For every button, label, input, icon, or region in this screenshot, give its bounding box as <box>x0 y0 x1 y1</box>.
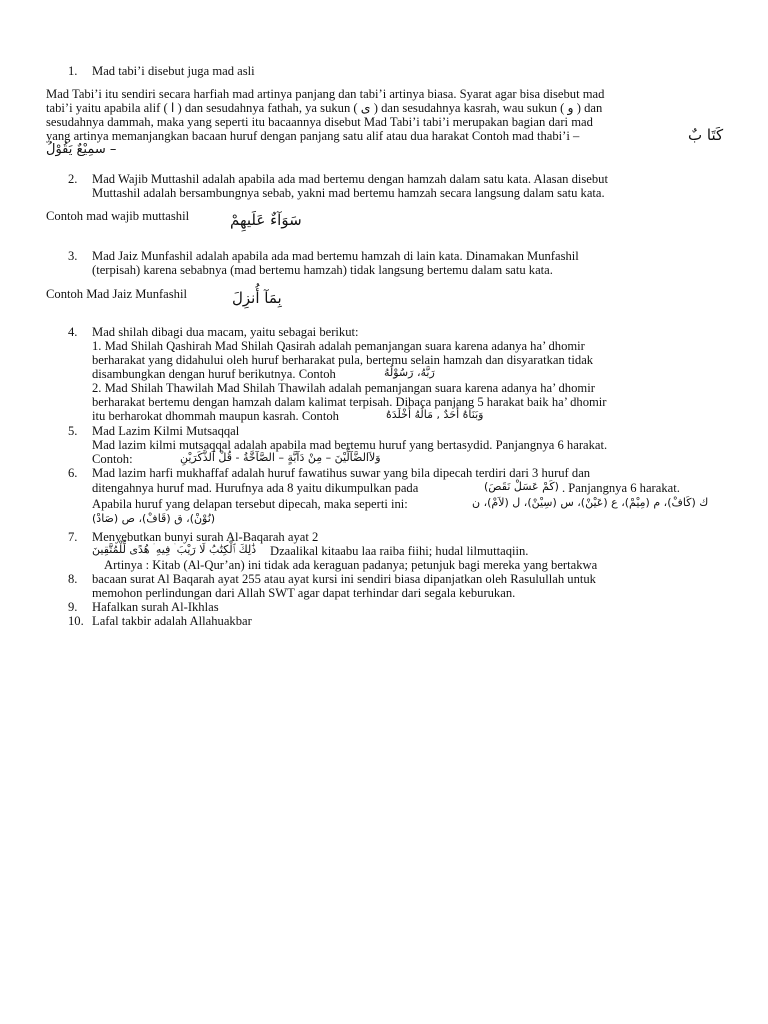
example-label: Contoh Mad Jaiz Munfashil <box>46 287 187 301</box>
item-text: Lafal takbir adalah Allahuakbar <box>92 614 252 628</box>
item-text: Mad lazim kilmi mutsaqqal adalah apabila mad bertemu huruf yang bertasydid. Panjangnya 6 harakat. <box>92 438 608 452</box>
item-text: Muttashil adalah bersambungnya sebab, yakni mad bertemu hamzah secara langsung dalam satu kata. <box>92 186 605 200</box>
item-number: 6. <box>68 466 78 480</box>
item-number: 9. <box>68 600 78 614</box>
item-text: ditengahnya huruf mad. Hurufnya ada 8 yaitu dikumpulkan pada <box>92 481 419 495</box>
paragraph-line: sesudahnya dammah, maka yang seperti itu bacaannya disebut Mad Tabi’i tabi’i merupakan bagian dari mad <box>46 115 593 129</box>
item-number: 4. <box>68 325 78 339</box>
item-text: memohon perlindungan dari Allah SWT agar dapat terhindar dari segala keburukan. <box>92 586 516 600</box>
arabic-example: بِمَآ أُنزِلَ <box>232 289 282 307</box>
arabic-example: وَلاَالضَّآلِّيْنَ – مِنْ دَآبَّةٍ – الصَّآخَّةُ - قُلْ آلذَّكَرَيْنِ <box>180 451 381 464</box>
item-text: Mad Jaiz Munfashil adalah apabila ada mad bertemu hamzah di lain kata. Dinamakan Munfashil <box>92 249 579 263</box>
item-text: 1. Mad Shilah Qashirah Mad Shilah Qasirah adalah pemanjangan suara karena adanya ha’ dhomir <box>92 339 585 353</box>
item-text: 2. Mad Shilah Thawilah Mad Shilah Thawilah adalah pemanjangan suara karena adanya ha’ dhomir <box>92 381 595 395</box>
example-label: Contoh mad wajib muttashil <box>46 209 190 223</box>
item-number: 8. <box>68 572 78 586</box>
arabic-example: (كَمْ عَسَلْ نَقَصَ) <box>484 480 559 493</box>
item-number: 3. <box>68 249 78 263</box>
item-text: berharakat yang didahului oleh huruf berharakat pula, bertemu selain hamzah dan disyaratkan tidak <box>92 353 594 367</box>
item-text: Mad Wajib Muttashil adalah apabila ada mad bertemu dengan hamzah dalam satu kata. Alasan disebut <box>92 172 608 186</box>
item-number: 1. <box>68 64 78 78</box>
item-text: berharakat bertemu dengan hamzah dalam kalimat terpisah. Dibaca panjang 5 harakat baik ha’ dhomir <box>92 395 607 409</box>
arabic-verse: ذَٰلِكَ ٱلْكِتَٰبُ لَا رَيْبَ ۛ فِيهِ ۛ هُدًى لِّلْمُتَّقِينَ <box>92 543 257 556</box>
item-text: Apabila huruf yang delapan tersebut dipecah, maka seperti ini: <box>92 497 408 511</box>
item-text: Artinya : Kitab (Al-Qur’an) ini tidak ada keraguan padanya; petunjuk bagi mereka yang bertakwa <box>104 558 598 572</box>
item-text: Mad Lazim Kilmi Mutsaqqal <box>92 424 240 438</box>
item-text: Mad shilah dibagi dua macam, yaitu sebagai berikut: <box>92 325 359 339</box>
item-text: Hafalkan surah Al-Ikhlas <box>92 600 219 614</box>
arabic-example: سَوَآءٌ عَلَيهِمْ <box>230 211 302 229</box>
item-text: Mad tabi’i disebut juga mad asli <box>92 64 255 78</box>
arabic-example: كَتَا بٌ <box>688 126 724 144</box>
item-text: Contoh: <box>92 452 133 466</box>
paragraph-line: Mad Tabi’i itu sendiri secara harfiah mad artinya panjang dan tabi’i artinya biasa. Syarat agar bisa disebut mad <box>46 87 605 101</box>
item-number: 5. <box>68 424 78 438</box>
item-number: 7. <box>68 530 78 544</box>
arabic-example: وَبَنَاهُ أَحَدٌ , مَالُهُ أَخْلَدَهُ <box>386 408 484 421</box>
item-text: (terpisah) karena sebabnya (mad bertemu hamzah) tidak langsung bertemu dalam satu kata. <box>92 263 553 277</box>
item-text: Menyebutkan bunyi surah Al-Baqarah ayat 2 <box>92 530 319 544</box>
arabic-example: ك (كَافْ)، م (مِيْمْ)، ع (عَيْنْ)، س (سِيْنْ)، ل (لاَمْ)، ن <box>472 496 709 509</box>
item-number: 10. <box>68 614 84 628</box>
item-text: . Panjangnya 6 harakat. <box>562 481 680 495</box>
arabic-example: – سمِيْعٌ يَقُوْلُ <box>46 142 117 157</box>
item-text: bacaan surat Al Baqarah ayat 255 atau ayat kursi ini sendiri biasa dipanjatkan oleh Rasulullah untuk <box>92 572 596 586</box>
paragraph-line: tabi’i yaitu apabila alif ( ا ) dan sesudahnya fathah, ya sukun ( ى ) dan sesudahnya kasrah, wau sukun ( و ) dan <box>46 101 603 115</box>
paragraph-line: yang artinya memanjangkan bacaan huruf dengan panjang satu alif atau dua harakat Contoh mad thabi’i – <box>46 129 580 143</box>
item-text: disambungkan dengan huruf berikutnya. Contoh <box>92 367 336 381</box>
item-text: Dzaalikal kitaabu laa raiba fiihi; hudal lilmuttaqiin. <box>270 544 529 558</box>
arabic-example: (نُوْنْ)، ق (قَافْ)، ص (صَادْ) <box>92 512 216 525</box>
item-text: Mad lazim harfi mukhaffaf adalah huruf fawatihus suwar yang bila dipecah terdiri dari 3 huruf dan <box>92 466 591 480</box>
item-text: itu berharokat dhommah maupun kasrah. Contoh <box>92 409 339 423</box>
arabic-example: رَبَّهُ، رَسُوْلُهُ <box>384 366 435 379</box>
item-number: 2. <box>68 172 78 186</box>
